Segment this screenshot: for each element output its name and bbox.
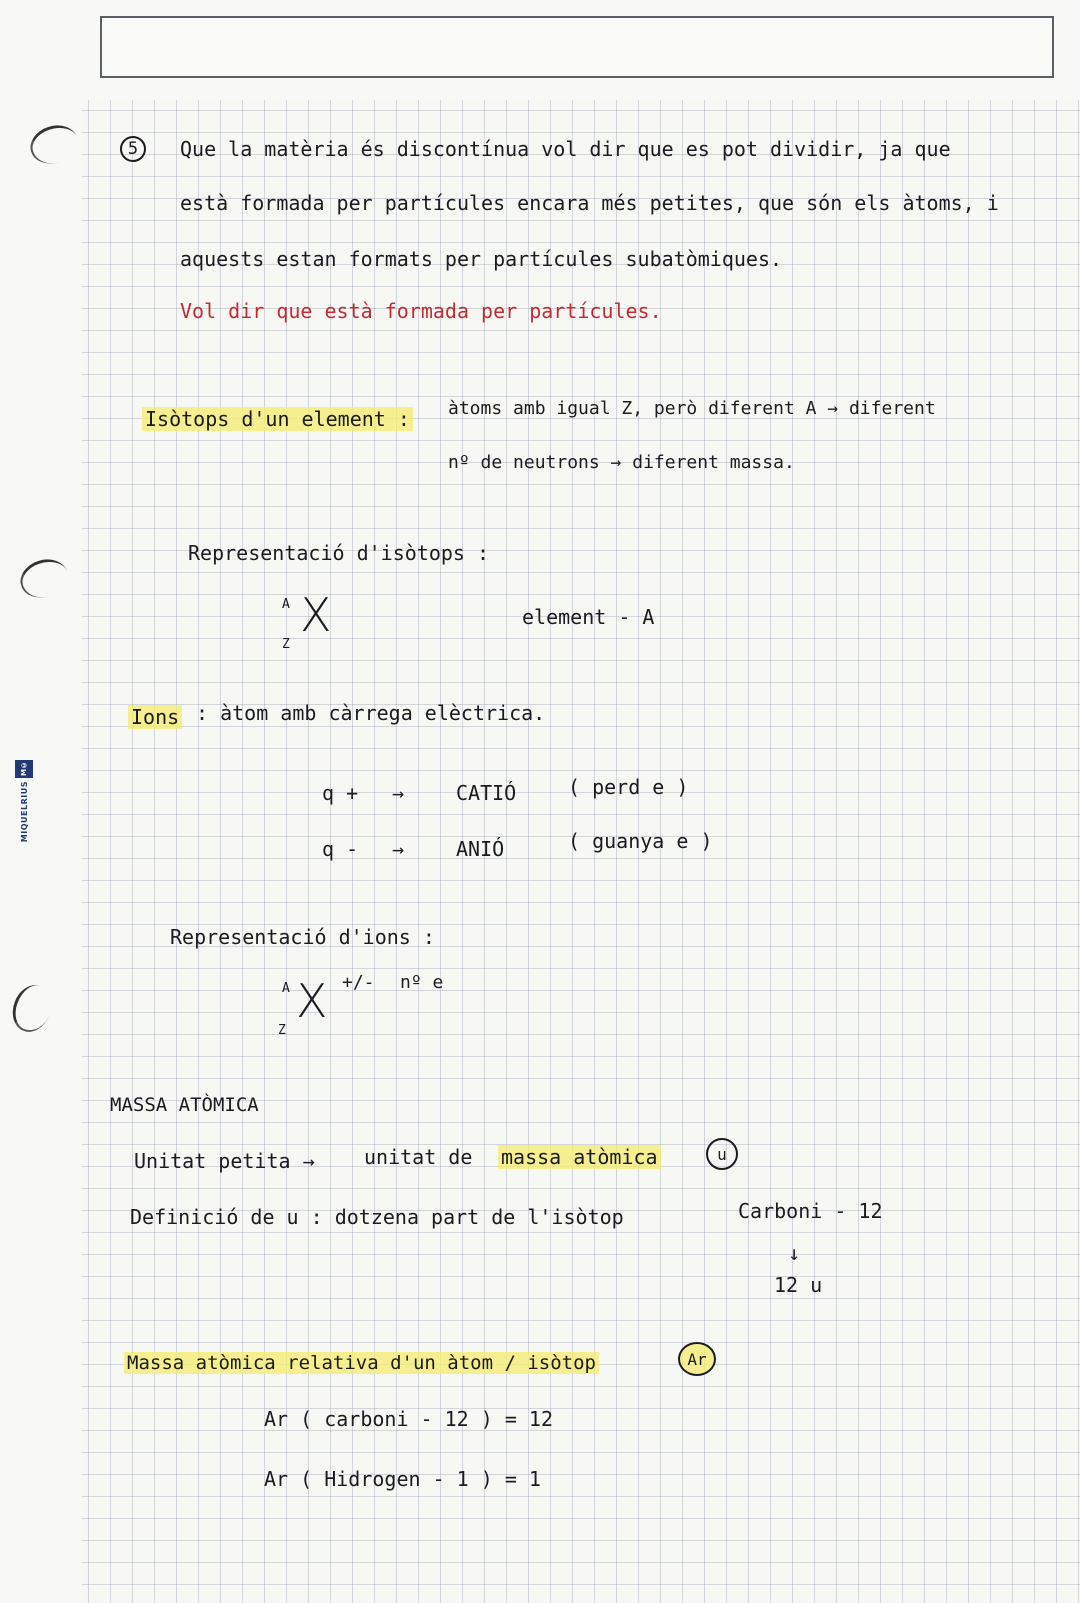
carboni-12u: 12 u <box>774 1273 823 1297</box>
unitat-symbol: u <box>706 1138 738 1170</box>
ion-element-symbol: X <box>296 974 328 1028</box>
relativa-symbol: Ar <box>678 1342 716 1376</box>
ion-electron-count: nº e <box>400 972 444 993</box>
section5-line3: aquests estan formats per partícules subatòmiques. <box>180 247 783 271</box>
anion-charge: q - <box>322 837 359 861</box>
ions-repr-title: Representació d'ions : <box>170 925 435 949</box>
unitat-highlight-wrap <box>498 1144 661 1170</box>
section-number: 5 <box>120 136 146 162</box>
brand-logo: M© <box>15 760 33 778</box>
isotops-label-wrap <box>142 406 413 432</box>
header-box <box>100 16 1054 78</box>
ar-example-carboni: Ar ( carboni - 12 ) = 12 <box>264 1407 553 1431</box>
unitat-highlight: massa atòmica <box>498 1145 661 1169</box>
section5-red-note: Vol dir que està formada per partícules. <box>180 299 662 323</box>
ion-mass-number: A <box>282 981 290 996</box>
anion-name: ANIÓ <box>456 837 505 861</box>
anion-note: ( guanya e ) <box>568 829 713 853</box>
section5-line1: Que la matèria és discontínua vol dir que es pot dividir, ja que <box>180 137 951 161</box>
isotope-atomic-number: Z <box>282 637 290 652</box>
massa-title: MASSA ATÒMICA <box>110 1094 259 1116</box>
relativa-label: Massa atòmica relativa d'un àtom / isòtop <box>124 1352 599 1374</box>
brand-mark <box>12 760 36 852</box>
ar-example-hidrogen: Ar ( Hidrogen - 1 ) = 1 <box>264 1467 541 1491</box>
ions-label: Ions <box>128 705 182 729</box>
isotope-mass-number: A <box>282 597 290 612</box>
cation-name: CATIÓ <box>456 781 517 805</box>
isotops-def1: àtoms amb igual Z, però diferent A → diferent <box>448 398 936 419</box>
brand-name: MIQUELRIUS <box>19 781 29 843</box>
unitat-text: unitat de <box>364 1145 473 1169</box>
ion-charge-sign: +/- <box>342 972 375 993</box>
isotope-element-label: element - A <box>522 605 655 629</box>
section5-line2: està formada per partícules encara més petites, que són els àtoms, i <box>180 191 999 215</box>
isotops-label: Isòtops d'un element : <box>142 407 413 431</box>
cation-arrow: → <box>392 781 405 805</box>
down-arrow: ↓ <box>788 1241 801 1265</box>
ions-label-wrap <box>128 704 182 730</box>
unitat-label: Unitat petita → <box>134 1149 315 1173</box>
cation-charge: q + <box>322 781 359 805</box>
cation-note: ( perd e ) <box>568 775 689 799</box>
anion-arrow: → <box>392 837 405 861</box>
carboni-12: Carboni - 12 <box>738 1199 883 1223</box>
definicio-u: Definició de u : dotzena part de l'isòtop <box>130 1205 624 1229</box>
isotope-element-symbol: X <box>300 588 332 642</box>
ion-atomic-number: Z <box>278 1023 286 1038</box>
isotops-def2: nº de neutrons → diferent massa. <box>448 452 795 473</box>
ions-def: : àtom amb càrrega elèctrica. <box>196 701 546 725</box>
isotops-repr-title: Representació d'isòtops : <box>188 541 490 565</box>
relativa-label-wrap <box>124 1350 599 1376</box>
